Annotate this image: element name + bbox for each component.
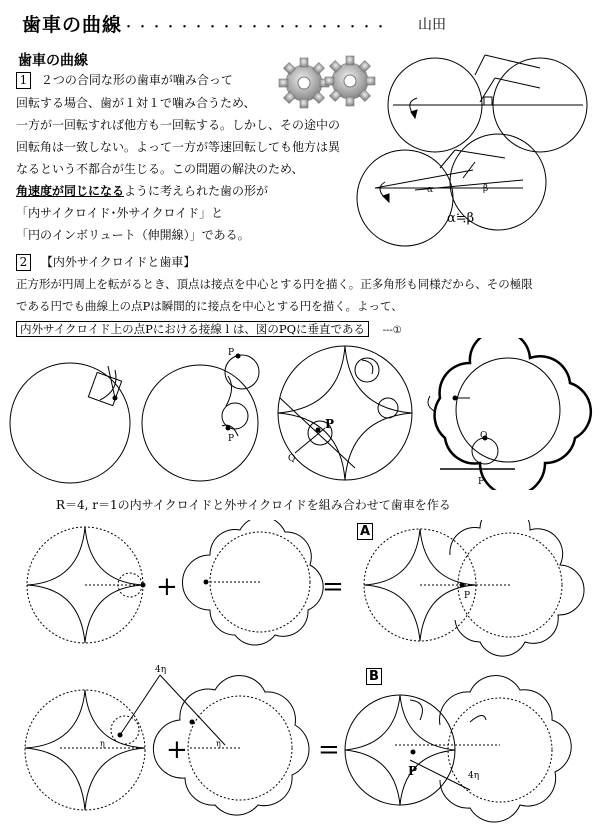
label-4eta-B1: 4η [155, 665, 167, 675]
title-text: 歯車の曲線 [22, 14, 123, 36]
section1-line3: 一方が一回転すれば他方も一回転する。しかし、その途中の [16, 118, 341, 132]
plus-A: + [156, 572, 178, 602]
label-P-A: P [464, 591, 471, 601]
title-dots: ・・・・・・・・・・・・・・・・・・・ [122, 20, 389, 35]
cycloid-diagrams [0, 338, 611, 490]
section1-line1 [16, 70, 233, 92]
section1-line6 [16, 181, 268, 203]
approx-equation: α≒β [447, 211, 475, 226]
gear-row-B [0, 660, 611, 825]
section1-line1-text: ２つの合同な形の歯車が噛み合って [40, 73, 233, 87]
author: 山田 [418, 17, 446, 33]
section2-line1: 正方形が円周上を転がるとき、頂点は接点を中心とする円を描く。正多角形も同様だから、その極限 [16, 277, 533, 291]
section2-line2: である円でも曲線上の点Pは瞬間的に接点を中心とする円を描く。よって、 [16, 299, 403, 313]
label-P-4: P [478, 477, 485, 487]
equals-A: = [322, 572, 344, 602]
beta-label: β [483, 184, 489, 194]
label-Q-3: Q [288, 454, 296, 464]
section2-number: 2 [16, 254, 31, 271]
tangent-statement: 内外サイクロイド上の点Pにおける接線 l は、図のPQに垂直である [16, 321, 369, 337]
equation-ref: ---① [382, 325, 402, 336]
section1-line6-rest: ように考えられた歯の形が [124, 184, 269, 198]
label-Q-4: Q [480, 431, 488, 441]
section1-line6-bold: 角速度が同じになる [16, 184, 125, 198]
section1-line5: なるという不都合が生じる。この問題の解決のため、 [16, 162, 304, 176]
rotation-diagram [345, 50, 595, 250]
label-P-B: P [408, 764, 418, 778]
label-eta-B2: η [216, 739, 221, 748]
section2-heading: 【内外サイクロイドと歯車】 [40, 255, 196, 269]
section1-line8: 「円のインボリュート（伸開線）」である。 [16, 228, 250, 242]
section1-line2: 回転する場合、歯が１対１で噛み合うため、 [16, 96, 256, 110]
box-B: B [366, 668, 382, 685]
page-title [22, 10, 388, 37]
box-A: A [357, 523, 373, 540]
section1-number: 1 [16, 72, 31, 89]
alpha-label: α [427, 185, 434, 195]
equals-B: = [318, 735, 340, 765]
label-P-2b: P [228, 434, 235, 444]
section1-line7: 「内サイクロイド･外サイクロイド」と [16, 206, 224, 220]
section1-heading: 歯車の曲線 [18, 53, 88, 69]
label-P-2a: P [228, 348, 235, 358]
section2-heading-line [16, 252, 195, 274]
label-4eta-B3: 4η [468, 771, 480, 781]
section1-line4: 回転角は一致しない。よって一方が等速回転しても他方は異 [16, 140, 341, 154]
gear-caption: R＝4, r＝1の内サイクロイドと外サイクロイドを組み合わせて歯車を作る [56, 498, 451, 512]
gear-row-A [0, 520, 611, 660]
label-P-3: P [325, 417, 335, 431]
label-eta-B1: η [100, 739, 105, 748]
plus-B: + [166, 735, 188, 765]
